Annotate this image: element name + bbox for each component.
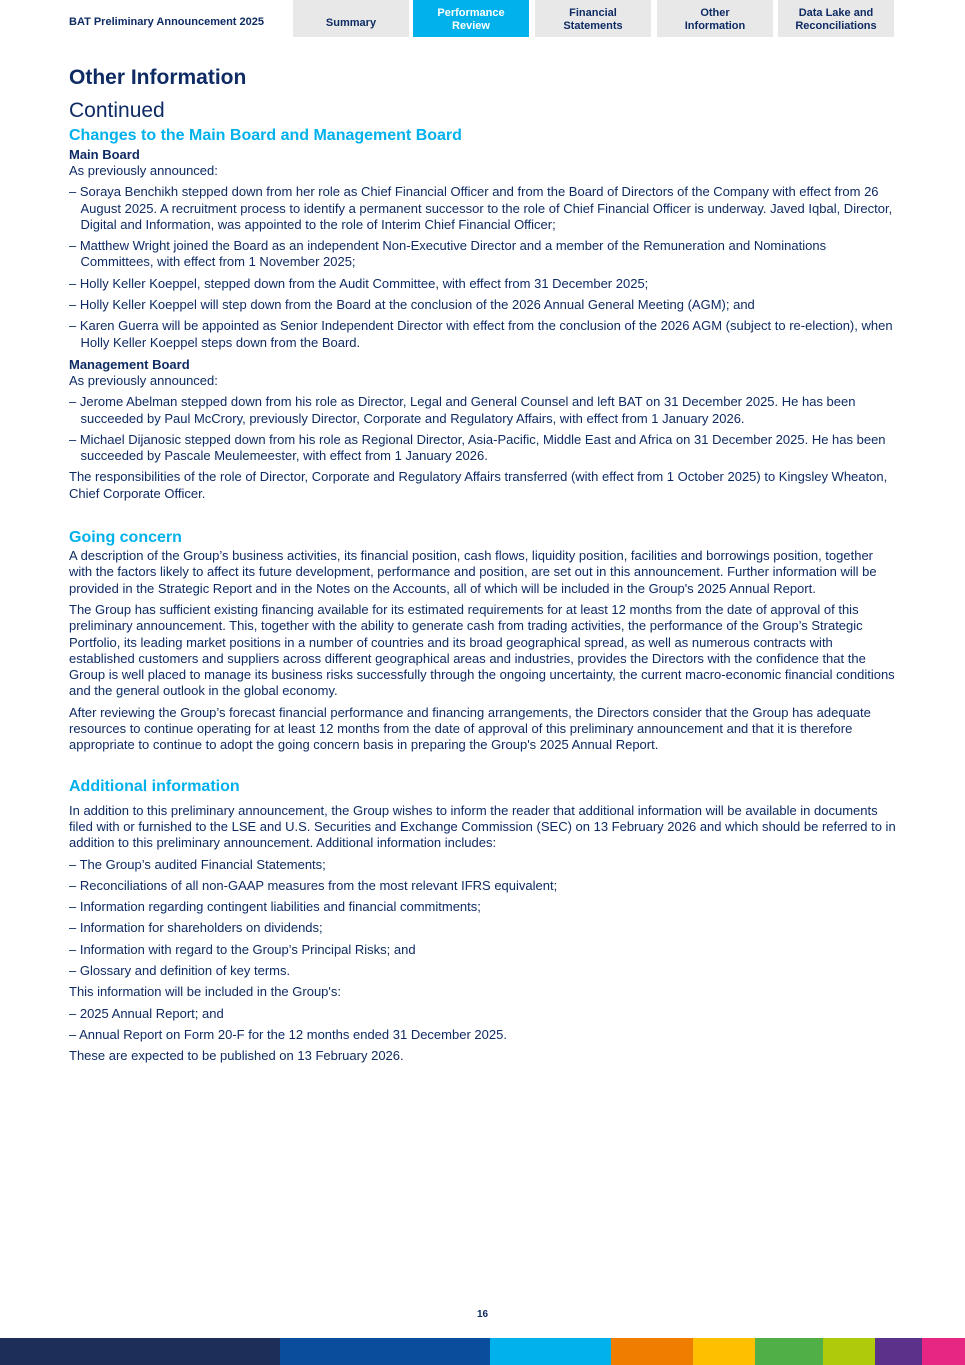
document-title: BAT Preliminary Announcement 2025 <box>69 16 264 28</box>
list-item: – Information for shareholders on dividends; <box>69 920 323 936</box>
list-item: – Information regarding contingent liabilities and financial commitments; <box>69 899 481 915</box>
management-board-heading: Management Board <box>69 356 190 372</box>
tab-other-information[interactable] <box>657 0 773 37</box>
boards-heading: Changes to the Main Board and Management Board <box>69 127 462 144</box>
list-item: – The Group’s audited Financial Statements; <box>69 856 326 872</box>
list-item: – Karen Guerra will be appointed as Senior Independent Director with effect from the conclusion of the 2026 AGM (subject to re-election), when Holly Keller Koeppel steps down from the Board. <box>69 318 893 350</box>
list-item: – Information with regard to the Group’s Principal Risks; and <box>69 941 416 957</box>
list-item: – Jerome Abelman stepped down from his role as Director, Legal and General Counsel and left BAT on 31 December 2025. He has been succeeded by Paul McCrory, previously Director, Corporate and Regulatory Affairs, with effect from 1 January 2026. <box>69 394 856 426</box>
tab-performance-review-label-2: Review <box>452 19 490 32</box>
tab-financial-statements[interactable] <box>535 0 651 37</box>
going-concern-paragraph: After reviewing the Group’s forecast financial performance and financing arrangements, the Directors consider that the Group has adequate resources to continue operating for at least 12 months from the date of approval of this preliminary announcement and that it is therefore appropriate to continue to adopt the going concern basis in preparing the Group's 2025 Annual Report. <box>69 704 871 753</box>
list-item: – Reconciliations of all non-GAAP measures from the most relevant IFRS equivalent; <box>69 877 558 893</box>
main-board-intro: As previously announced: <box>69 163 218 178</box>
footer-color-segment <box>823 1338 875 1365</box>
main-board-heading: Main Board <box>69 147 140 162</box>
tab-performance-review-label-1: Performance <box>437 6 505 19</box>
list-item: – Matthew Wright joined the Board as an independent Non-Executive Director and a member of the Remuneration and Nominations Committees, with effect from 1 November 2025; <box>69 238 827 270</box>
list-item: – Annual Report on Form 20-F for the 12 months ended 31 December 2025. <box>69 1026 507 1042</box>
list-item: – Glossary and definition of key terms. <box>69 962 291 978</box>
tab-summary-label: Summary <box>325 17 377 29</box>
additional-information-intro: In addition to this preliminary announcement, the Group wishes to inform the reader that additional information will be available in documents filed with or furnished to the LSE and U.S. Securities and Exchange Commission (SEC) on 13 February 2026 and which should be referred to in addition to this preliminary announcement. Additional information includes: <box>69 802 896 851</box>
tab-data-lake-label-1: Data Lake and <box>798 6 874 19</box>
footer-color-segment <box>693 1338 755 1365</box>
footer-color-segment <box>490 1338 611 1365</box>
footer-color-segment <box>922 1338 965 1365</box>
going-concern-heading: Going concern <box>69 529 182 547</box>
list-item: – Holly Keller Koeppel will step down from the Board at the conclusion of the 2026 Annual General Meeting (AGM); and <box>69 297 755 313</box>
going-concern-paragraph: The Group has sufficient existing financing available for its estimated requirements for at least 12 months from the date of approval of this preliminary announcement. This, together with the ability to generate cash from trading activities, the performance of the Group’s Strategic Portfolio, its leading market positions in a number of countries and its broad geographical spread, as well as numerous contracts with established customers and suppliers across different geographical areas and industries, provides the Directors with the confidence that the Group is well placed to manage its business risks successfully through the ongoing uncertainty, the current macro-economic financial conditions and the general outlook in the global economy. <box>69 601 895 699</box>
footer-color-segment <box>0 1338 280 1365</box>
included-intro: This information will be included in the Group's: <box>69 984 342 1000</box>
footer-color-segment <box>280 1338 490 1365</box>
main-board-list <box>69 184 897 351</box>
footer-color-segment <box>875 1338 922 1365</box>
going-concern-paragraph: A description of the Group’s business activities, its financial position, cash flows, liquidity position, facilities and borrowings position, together with the factors likely to affect its future development, performance and position, are set out in this announcement. Further information will be provided in the Strategic Report and in the Notes on the Accounts, all of which will be included in the Group's 2025 Annual Report. <box>69 548 877 596</box>
tab-other-information-label-1: Other <box>700 6 730 19</box>
management-board-intro: As previously announced: <box>69 372 218 388</box>
management-board-list <box>69 394 897 464</box>
footer-color-segment <box>755 1338 823 1365</box>
additional-information-heading: Additional information <box>69 777 240 795</box>
tab-data-lake-label-2: Reconciliations <box>795 19 877 32</box>
footer-color-bar <box>0 1338 965 1365</box>
tab-other-information-label-2: Information <box>684 19 746 32</box>
list-item: – Holly Keller Koeppel, stepped down from the Audit Committee, with effect from 31 December 2025; <box>69 275 649 291</box>
page-content <box>69 62 897 1064</box>
tab-summary[interactable] <box>293 0 409 37</box>
top-navigation <box>0 0 965 38</box>
tab-financial-statements-label-2: Statements <box>563 19 623 32</box>
management-board-closing: The responsibilities of the role of Director, Corporate and Regulatory Affairs transferred (with effect from 1 October 2025) to Kingsley Wheaton, Chief Corporate Officer. <box>69 469 888 501</box>
tab-data-lake-reconciliations[interactable] <box>778 0 894 37</box>
list-item: – Soraya Benchikh stepped down from her role as Chief Financial Officer and from the Board of Directors of the Company with effect from 26 August 2025. A recruitment process to identify a permanent successor to the role of Chief Financial Officer is underway. Javed Iqbal, Director, Digital and Information, was appointed to the role of Interim Chief Financial Officer; <box>69 184 893 232</box>
list-item: – Michael Dijanosic stepped down from his role as Regional Director, Asia-Pacific, Middle East and Africa on 31 December 2025. He has been succeeded by Pascale Meulemeester, with effect from 1 January 2026. <box>69 431 886 464</box>
page-number: 16 <box>476 1309 489 1320</box>
included-list <box>69 1006 897 1044</box>
tab-performance-review[interactable] <box>413 0 529 37</box>
tab-financial-statements-label-1: Financial <box>569 6 617 19</box>
list-item: – 2025 Annual Report; and <box>69 1005 224 1021</box>
footer-color-segment <box>611 1338 693 1365</box>
additional-closing: These are expected to be published on 13 February 2026. <box>69 1048 404 1064</box>
page-title: Other Information <box>69 66 247 89</box>
page-subtitle: Continued <box>69 99 165 122</box>
additional-information-list <box>69 857 897 980</box>
